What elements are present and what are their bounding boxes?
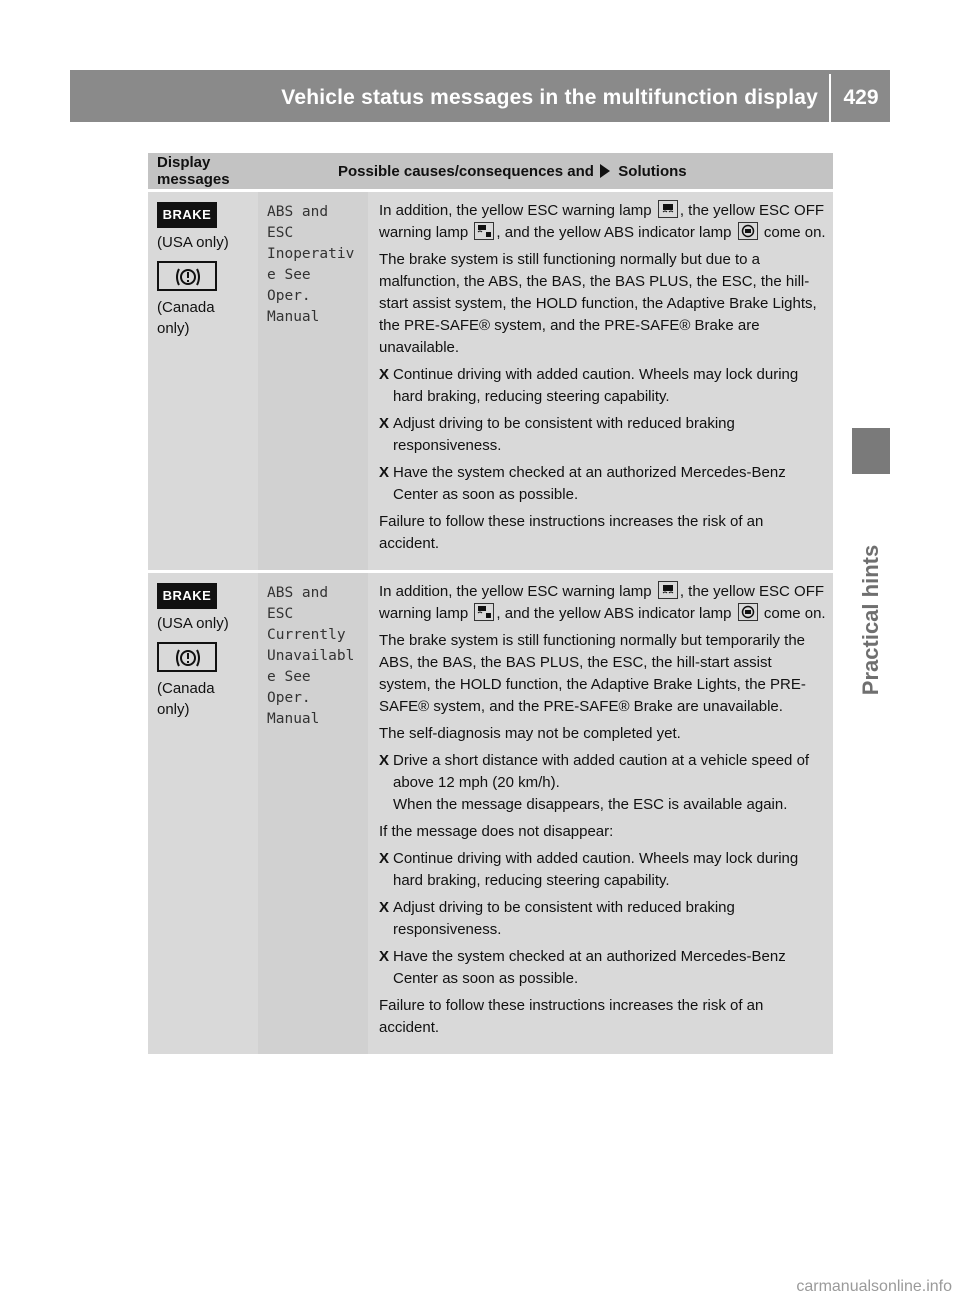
- solution-step: X Have the system checked at an authorized Mercedes-Benz Center as soon as possible.: [379, 948, 786, 987]
- solution-step: X Adjust driving to be consistent with reduced braking responsiveness.: [379, 415, 735, 454]
- solution-step: X Continue driving with added caution. Wheels may lock during hard braking, reducing steering capability.: [379, 366, 799, 405]
- step-marker-icon: X: [379, 850, 390, 867]
- step-marker-icon: X: [379, 752, 390, 769]
- step-marker-icon: X: [379, 464, 390, 481]
- status-messages-table: [148, 153, 833, 1054]
- brake-circle-warning-icon: [157, 261, 217, 291]
- step-marker-icon: X: [379, 899, 390, 916]
- esc-warning-lamp-icon: [658, 581, 678, 599]
- esc-off-lamp-icon: [474, 603, 494, 621]
- display-message-text: ABS and ESC Inoperativ e See Oper. Manual: [258, 192, 368, 570]
- brake-circle-warning-icon: [157, 642, 217, 672]
- esc-off-lamp-icon: [474, 222, 494, 240]
- watermark: carmanualsonline.info: [796, 1278, 952, 1295]
- table-header: [148, 153, 833, 189]
- page-number: 429: [843, 86, 879, 109]
- solution-step: X Have the system checked at an authorized Mercedes-Benz Center as soon as possible.: [379, 464, 786, 503]
- display-icons-cell: BRAKE (USA only) (Canada only): [148, 573, 258, 1054]
- page-header: [70, 70, 890, 122]
- causes-solutions-cell: In addition, the yellow ESC warning lamp , the yellow ESC OFF warning lamp , and the yellow ABS indicator lamp come on. The brake system is still functioning normally but due to a malfunction, the ABS, the BAS, the BAS PLUS, the ESC, the hill-start assist system, the HOLD function, the Adaptive Brake Lights, the PRE-SAFE® system, and the PRE-SAFE® Brake are unavailable. X Continue driving with added caution. Wheels may lock during hard braking, reducing steering capability. X Adjust driving to be consistent with reduced braking responsiveness. X Have the system checked at an authorized Mercedes-Benz Center as soon as possible. Failure to follow these instructions increases the risk of an accident.: [379, 202, 826, 552]
- brake-warning-icon: BRAKE: [157, 202, 217, 228]
- causes-solutions-cell: In addition, the yellow ESC warning lamp , the yellow ESC OFF warning lamp , and the yellow ABS indicator lamp come on. The brake system is still functioning normally but temporarily the ABS, the BAS, the BAS PLUS, the ESC, the hill-start assist system, the HOLD function, the Adaptive Brake Lights, the PRE-SAFE® system, and the PRE-SAFE® Brake are unavailable. The self-diagnosis may not be completed yet. X Drive a short distance with added caution at a vehicle speed of above 12 mph (20 km/h). When the message disappears, the ESC is available again. If the message does not disappear: X Continue driving with added caution. Wheels may lock during hard braking, reducing steering capability. X Adjust driving to be consistent with reduced braking responsiveness. X Have the system checked at an authorized Mercedes-Benz Center as soon as possible. Failure to follow these instructions increases the risk of an accident.: [379, 583, 826, 1036]
- abs-indicator-lamp-icon: [738, 222, 758, 240]
- esc-warning-lamp-icon: [658, 200, 678, 218]
- header-divider: [829, 74, 831, 122]
- step-marker-icon: X: [379, 948, 390, 965]
- step-marker-icon: X: [379, 415, 390, 432]
- brake-warning-icon: BRAKE: [157, 583, 217, 609]
- page-title: Vehicle status messages in the multifunction display: [281, 86, 818, 109]
- step-marker-icon: X: [379, 366, 390, 383]
- arrow-right-icon: [600, 164, 610, 178]
- solution-step: X Adjust driving to be consistent with reduced braking responsiveness.: [379, 899, 735, 938]
- abs-indicator-lamp-icon: [738, 603, 758, 621]
- col-display-messages: Display messages: [157, 154, 230, 188]
- solution-step: X Continue driving with added caution. Wheels may lock during hard braking, reducing steering capability.: [379, 850, 799, 889]
- display-icons-cell: BRAKE (USA only) (Canada only): [148, 192, 258, 570]
- table-row: [148, 189, 833, 570]
- solution-step: X Drive a short distance with added caution at a vehicle speed of above 12 mph (20 km/h). When the message disappears, the ESC is available again.: [379, 752, 810, 813]
- section-tab-marker: [852, 428, 890, 474]
- table-row: [148, 570, 833, 1054]
- col-causes-solutions: Possible causes/consequences and Solutions: [338, 162, 687, 180]
- section-label: Practical hints: [858, 544, 883, 696]
- display-message-text: ABS and ESC Currently Unavailabl e See Oper. Manual: [258, 573, 368, 1054]
